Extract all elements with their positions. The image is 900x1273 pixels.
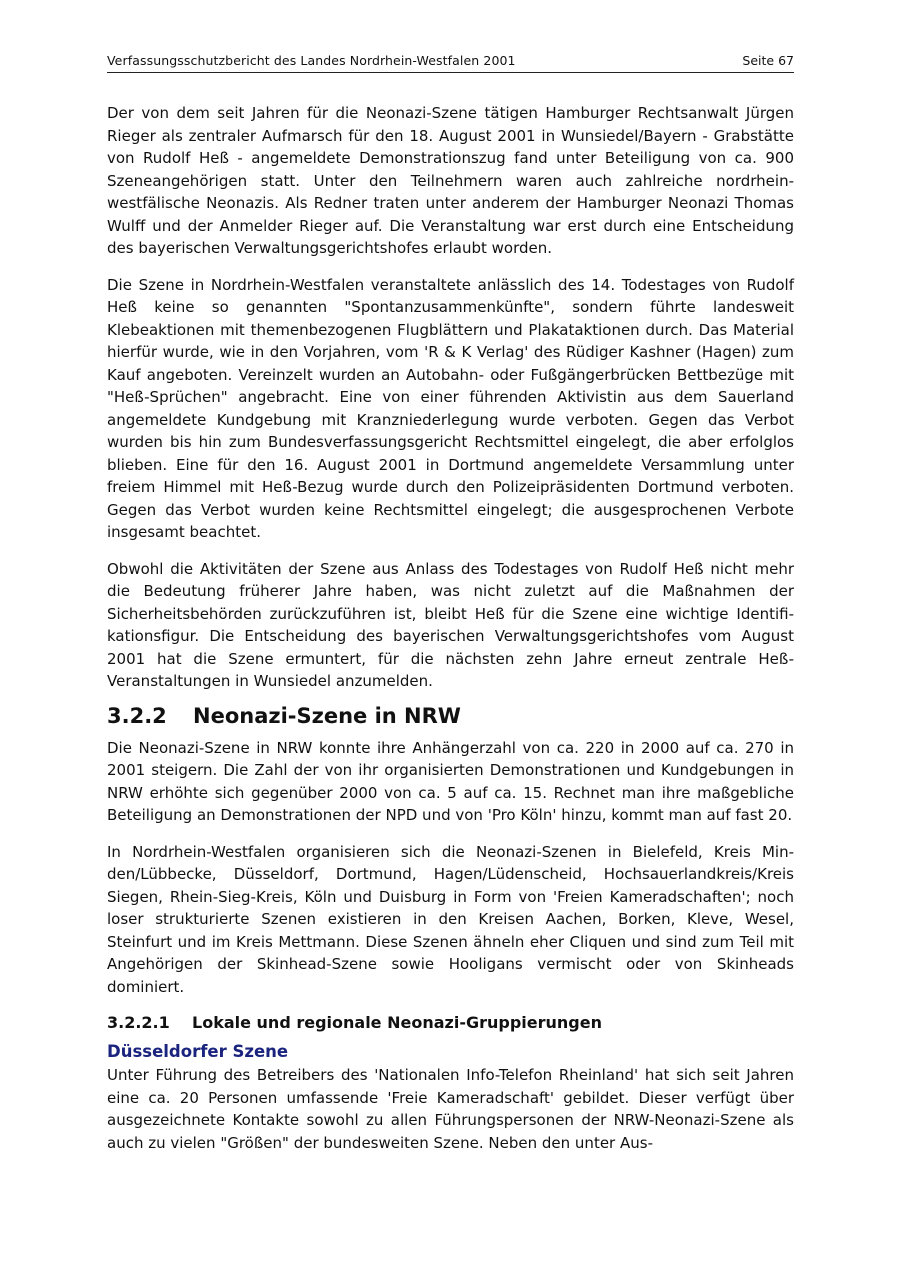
- paragraph-szene-nrw-todestag: Die Szene in Nordrhein-Westfalen veranstaltete anlässlich des 14. Todestages von Rudolf Heß keine so genannten "Spontanzusammenkünfte", sondern führte landesweit Klebeaktionen mit themenbezogenen Flugblättern und Plakataktionen durch. Das Material hierfür wurde, wie in den Vorjahren, vom 'R & K Verlag' des Rüdiger Kashner (Hagen) zum Kauf angeboten. Vereinzelt wurden an Autobahn- oder Fußgängerbrücken Bettbezüge mit "Heß-Sprüchen" angebracht. Eine von einer führenden Aktivistin aus dem Sauerland angemeldete Kundgebung mit Kranzniederlegung wurde verboten. Gegen das Verbot wurden bis hin zum Bundesverfassungsgericht Rechtsmittel eingelegt, die aber erfolglos blieben. Eine für den 16. August 2001 in Dortmund angemeldete Versammlung unter freiem Himmel mit Heß-Bezug wurde durch den Polizeipräsidenten Dortmund verboten. Gegen das Verbot wurden keine Rechtsmittel eingelegt; die ausgesprochenen Verbote insgesamt beachtet.: [107, 275, 794, 541]
- paragraph-duesseldorfer-szene: Unter Führung des Betreibers des 'Nationalen Info-Telefon Rheinland' hat sich seit Jahren eine ca. 20 Personen umfassende 'Freie Kameradschaft' gebildet. Dieser verfügt über ausgezeichnete Kontakte sowohl zu allen Führungspersonen der NRW-Neonazi-Szene als auch zu vielen "Größen" der bundesweiten Szene. Neben den unter Aus-: [107, 1066, 794, 1152]
- paragraph-rieger-aufmarsch: Der von dem seit Jahren für die Neonazi-Szene tätigen Hamburger Rechtsanwalt Jürgen Rieger als zentraler Aufmarsch für den 18. August 2001 in Wunsiedel/Bayern - Grabstätte von Rudolf Heß - angemeldete Demonstrationszug fand unter Beteiligung von ca. 900 Szeneangehörigen statt. Unter den Teilnehmern waren auch zahlreiche nordrhein-westfälische Neonazis. Als Redner traten unter anderem der Hamburger Neonazi Thomas Wulff und der Anmelder Rieger auf. Die Veranstaltung war erst durch eine Entscheidung des bayerischen Verwaltungsgerichtshofes erlaubt worden.: [107, 104, 794, 257]
- section-number: 3.2.2: [107, 703, 167, 728]
- paragraph-kameradschaften: In Nordrhein-Westfalen organisieren sich die Neonazi-Szenen in Bielefeld, Kreis Minden/Lübbecke, Düsseldorf, Dortmund, Hagen/Lüdenscheid, Hochsauerlandkreis/Kreis Siegen, Rhein-Sieg-Kreis, Köln und Duisburg in Form von 'Freien Kameradschaften'; noch loser strukturierte Szenen existieren in den Kreisen Aachen, Borken, Kleve, Wesel, Steinfurt und im Kreis Mettmann. Diese Szenen ähneln eher Cliquen und sind zum Teil mit Angehörigen der Skinhead-Szene sowie Hooligans vermischt oder von Skinheads dominiert.: [107, 842, 794, 996]
- header-title: Verfassungsschutzbericht des Landes Nordrhein-Westfalen 2001: [107, 53, 516, 68]
- paragraph-anhaengerzahl: Die Neonazi-Szene in NRW konnte ihre Anhängerzahl von ca. 220 in 2000 auf ca. 270 in 2001 steigern. Die Zahl der von ihr organisierten Demonstrationen und Kundgebungen in NRW erhöhte sich gegenüber 2000 von ca. 5 auf ca. 15. Rechnet man ihre maßgebliche Beteiligung an Demonstrationen der NPD und von 'Pro Köln' hinzu, kommt man auf fast 20.: [107, 738, 794, 824]
- subheading-duesseldorf: Düsseldorfer Szene: [107, 1042, 289, 1061]
- page-header: [107, 52, 794, 73]
- subsection-number: 3.2.2.1: [107, 1013, 170, 1032]
- section-heading: [107, 701, 794, 731]
- subsection-heading: [107, 1010, 794, 1036]
- section-title: Neonazi-Szene in NRW: [193, 703, 461, 728]
- subsection-title: Lokale und regionale Neonazi-Gruppierungen: [192, 1013, 602, 1032]
- paragraph-identifikationsfigur: Obwohl die Aktivitäten der Szene aus Anlass des Todestages von Rudolf Heß nicht mehr die Bedeutung früherer Jahre haben, was nicht zuletzt auf die Maßnahmen der Sicherheitsbehörden zurückzuführen ist, bleibt Heß für die Szene eine wichtige Identifikationsfigur. Die Entscheidung des bayerischen Verwaltungsgerichtshofes vom August 2001 hat die Szene ermuntert, für die nächsten zehn Jahre erneut zentrale Heß-Veranstaltungen in Wunsiedel anzumelden.: [107, 559, 794, 690]
- page-number: Seite 67: [742, 53, 794, 68]
- page-content: [107, 102, 794, 1154]
